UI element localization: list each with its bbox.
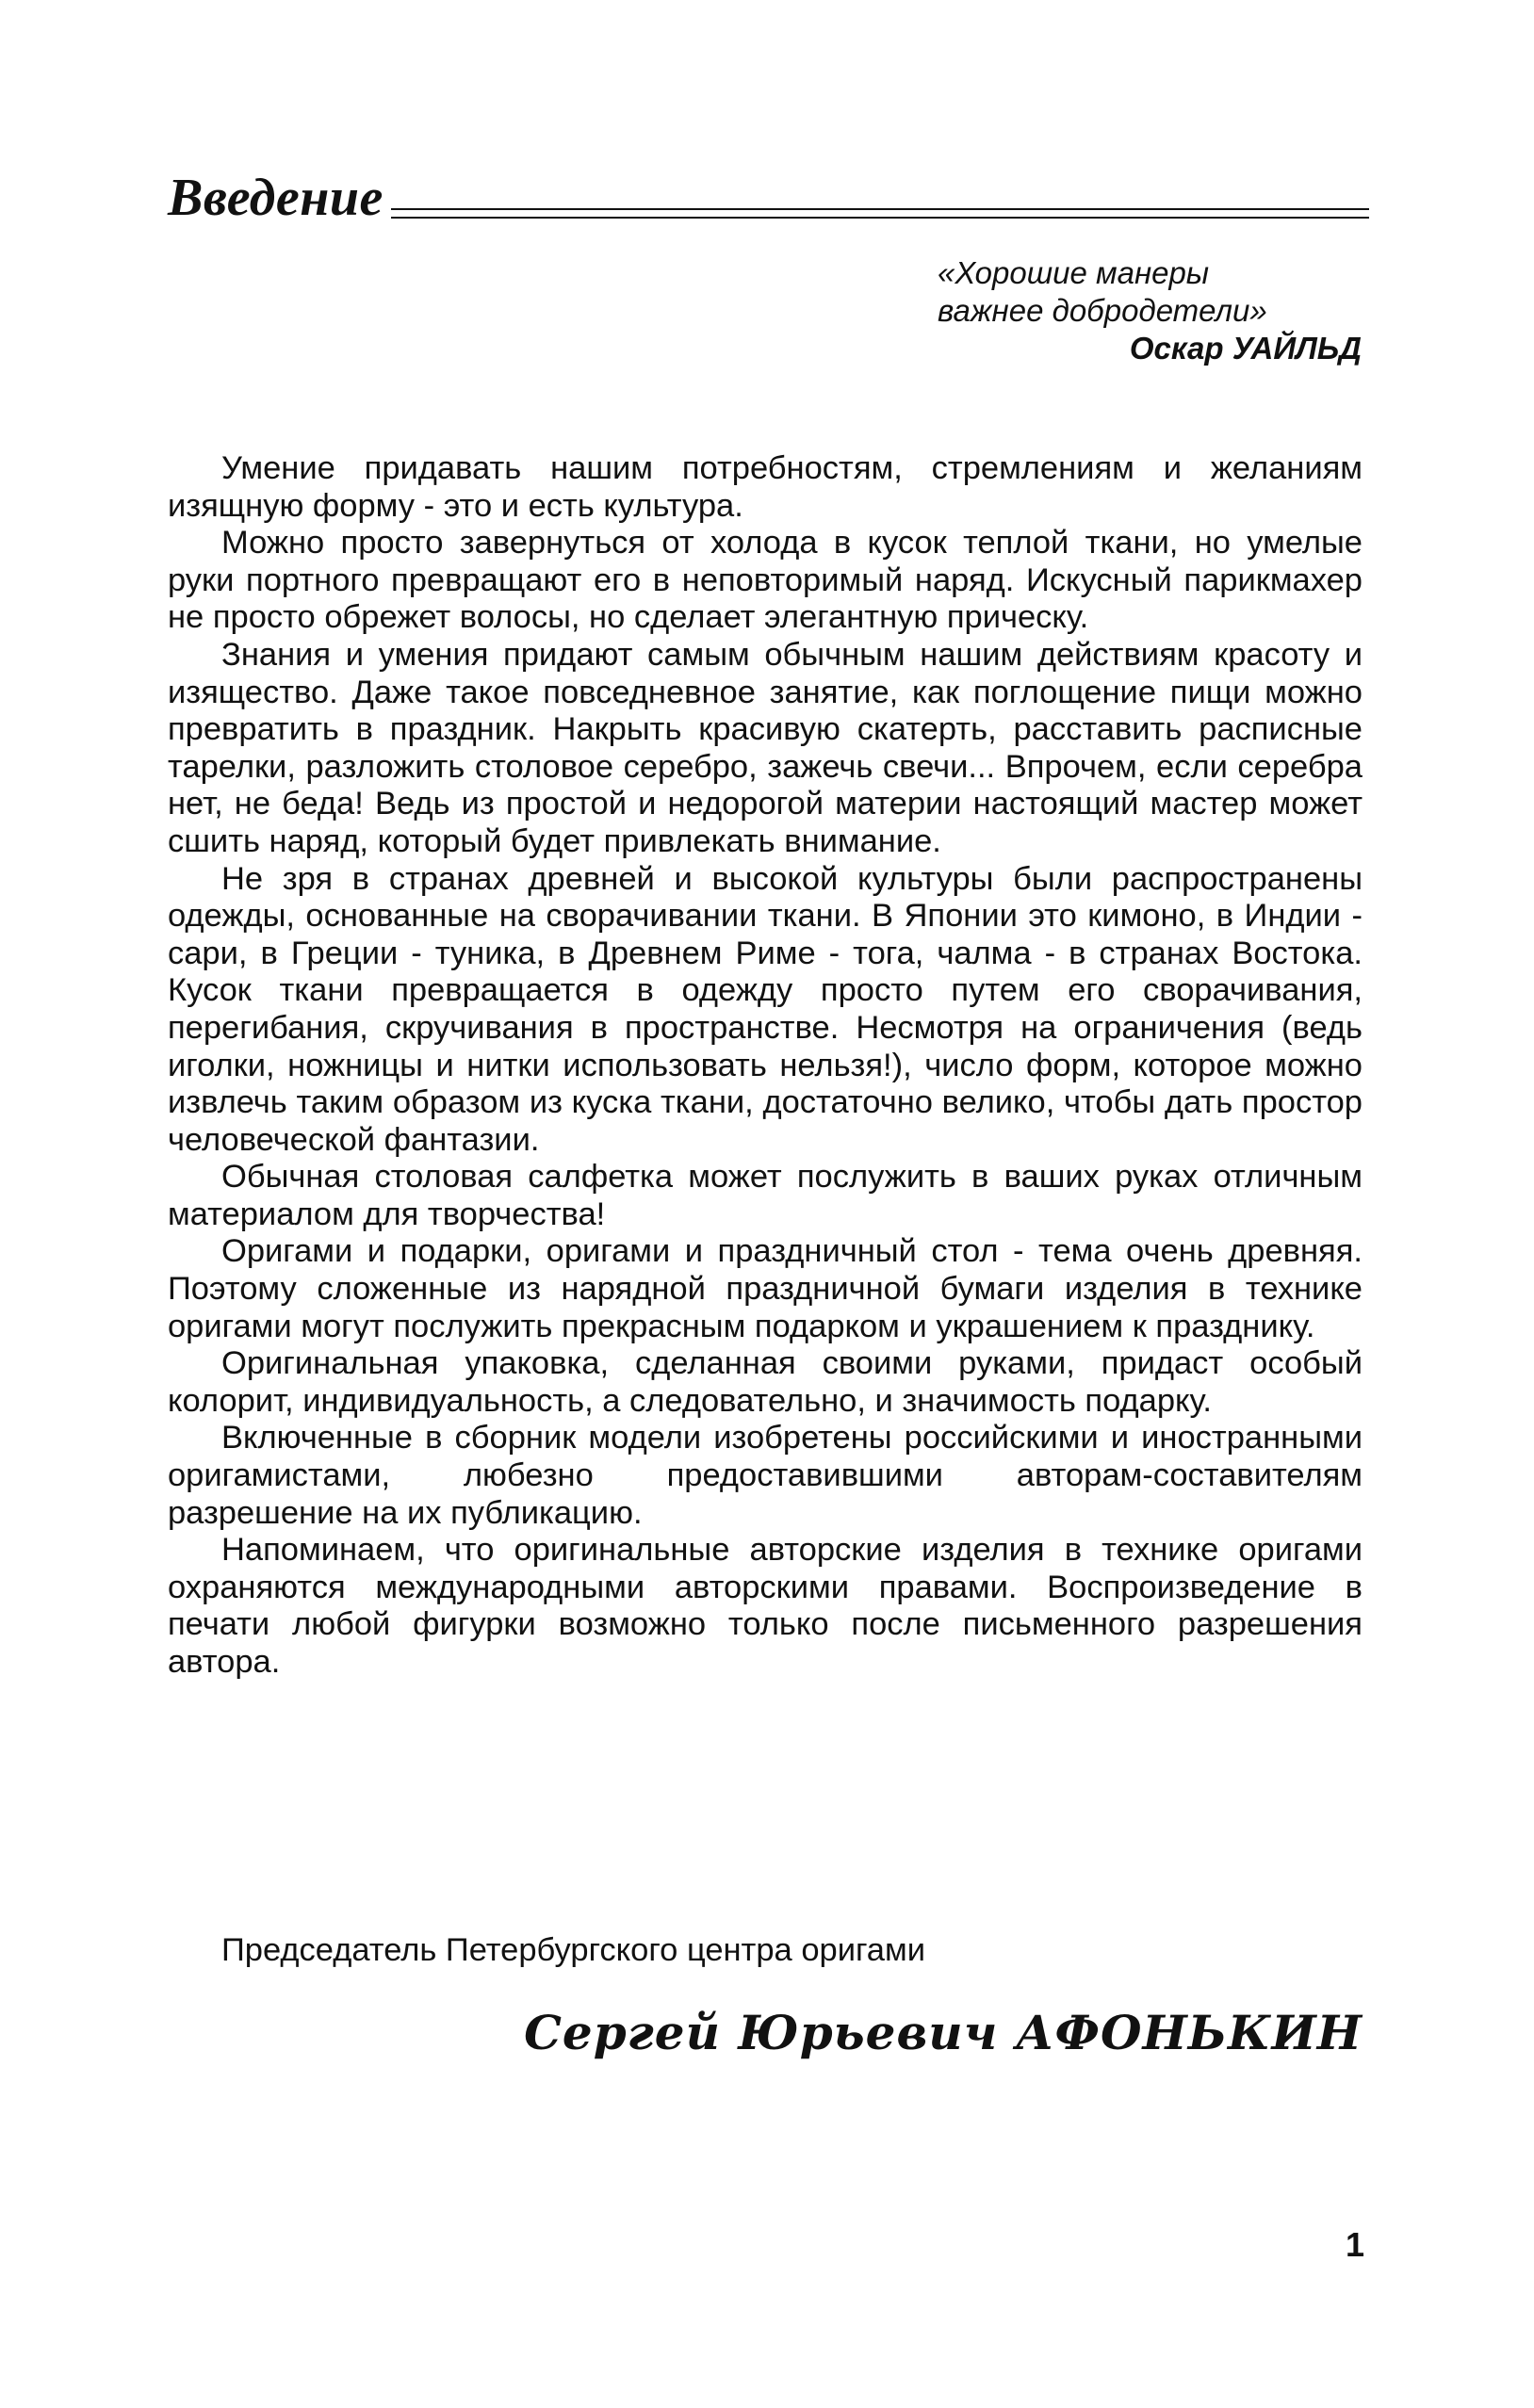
epigraph [938,254,1362,367]
body-text [168,450,1363,1682]
paragraph: Умение придавать нашим потребностям, стремлениям и желаниям изящную форму - это и есть культура. [168,450,1363,524]
paragraph: Оригами и подарки, оригами и праздничный стол - тема очень древняя. Поэтому сложенные из нарядной праздничной бумаги изделия в технике оригами могут послужить прекрасным подарком и украшением к празднику. [168,1233,1363,1344]
paragraph: Не зря в странах древней и высокой культуры были распространены одежды, основанные на сворачивании ткани. В Японии это кимоно, в Индии - сари, в Греции - туника, в Древнем Риме - тога, чалма - в странах Востока. Кусок ткани превращается в одежду просто путем его сворачивания, перегибания, скручивания в пространстве. Несмотря на ограничения (ведь иголки, ножницы и нитки использовать нельзя!), число форм, которое можно извлечь таким образом из куска ткани, достаточно велико, чтобы дать простор человеческой фантазии. [168,860,1363,1158]
paragraph: Оригинальная упаковка, сделанная своими руками, придаст особый колорит, индивидуальность, а следовательно, и значимость подарку. [168,1345,1363,1419]
chapter-title: Введение [168,169,384,227]
signature-block [168,1931,1363,2058]
epigraph-quote-line-1: «Хорошие манеры [938,255,1210,290]
heading-rule [391,208,1369,219]
paragraph: Напоминаем, что оригинальные авторские изделия в технике оригами охраняются международными авторскими правами. Воспроизведение в печати любой фигурки возможно только после письменного разрешения автора. [168,1532,1363,1680]
paragraph: Можно просто завернуться от холода в кусок теплой ткани, но умелые руки портного превращают его в неповторимый наряд. Искусный парикмахер не просто обрежет волосы, но сделает элегантную прическу. [168,525,1363,636]
signatory-title: Председатель Петербургского центра оригами [221,1932,925,1968]
epigraph-author: Оскар УАЙЛЬД [1129,331,1362,366]
paragraph: Обычная столовая салфетка может послужить в ваших руках отличным материалом для творчества! [168,1159,1363,1232]
page-number: 1 [1345,2225,1364,2264]
epigraph-quote-line-2: важнее добродетели» [938,293,1267,328]
chapter-heading [168,158,1369,227]
paragraph: Включенные в сборник модели изобретены российскими и иностранными оригамистами, любезно предоставившими авторам-составителям разрешение на их публикацию. [168,1420,1363,1531]
signatory-signature: Сергей Юрьевич АФОНЬКИН [524,2005,1363,2060]
paragraph: Знания и умения придают самым обычным нашим действиям красоту и изящество. Даже такое повседневное занятие, как поглощение пищи можно превратить в праздник. Накрыть красивую скатерть, расставить расписные тарелки, разложить столовое серебро, зажечь свечи... Впрочем, если серебра нет, не беда! Ведь из простой и недорогой материи настоящий мастер может сшить наряд, который будет привлекать внимание. [168,636,1363,859]
